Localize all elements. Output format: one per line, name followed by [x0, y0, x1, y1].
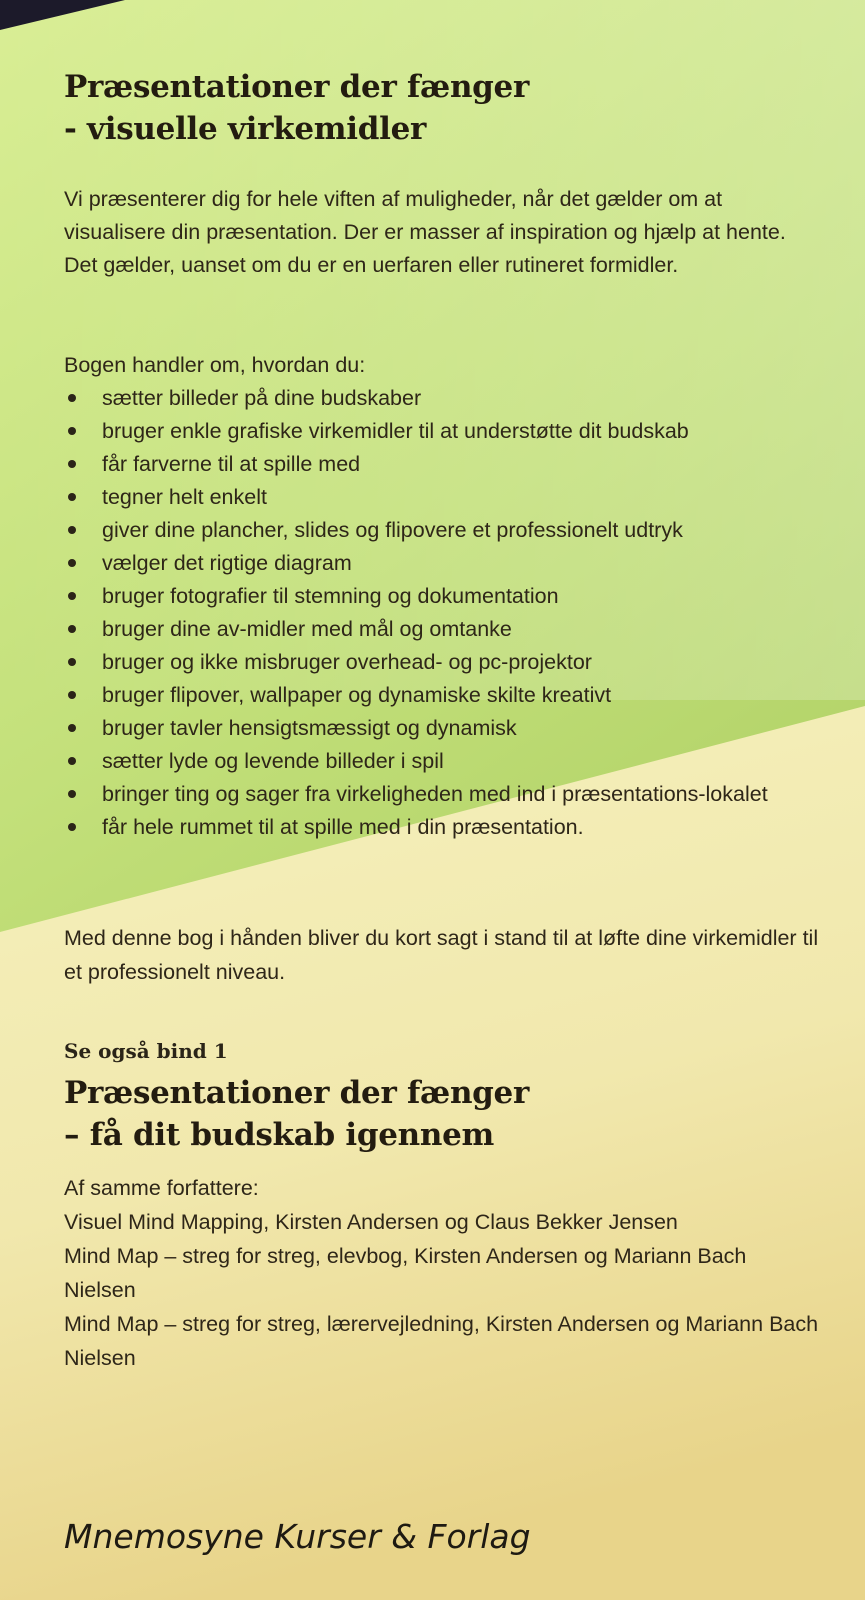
book-title	[64, 66, 529, 150]
bullet-icon	[68, 823, 76, 831]
bullet-icon	[68, 460, 76, 468]
list-item-text: giver dine plancher, slides og flipovere et professionelt udtryk	[102, 518, 683, 542]
volume1-title-line1: Præsentationer der fænger	[64, 1075, 530, 1111]
list-item-text: bruger fotografier til stemning og dokumentation	[102, 584, 559, 608]
bullet-icon	[68, 493, 76, 501]
bullet-icon	[68, 658, 76, 666]
publisher-name: Mnemosyne Kurser & Forlag	[64, 1517, 531, 1556]
list-item	[64, 712, 824, 745]
authors-book-list	[64, 1205, 824, 1375]
intro-paragraph: Vi præsenterer dig for hele viften af muligheder, når det gælder om at visualisere din præsentation. Der er masser af inspiration og hjælp at hente. Det gælder, uanset om du er en uerfaren eller rutineret formidler.	[64, 187, 786, 277]
closing-paragraph: Med denne bog i hånden bliver du kort sagt i stand til at løfte dine virkemidler til et professionelt niveau.	[64, 926, 819, 984]
book-title-line2: - visuelle virkemidler	[64, 111, 427, 147]
list-item-text: tegner helt enkelt	[102, 485, 267, 509]
see-also-label: Se også bind 1	[64, 1039, 228, 1063]
list-item	[64, 448, 824, 481]
bullet-icon	[68, 691, 76, 699]
list-item	[64, 646, 824, 679]
authors-heading: Af samme forfattere:	[64, 1176, 259, 1200]
book-entry: Mind Map – streg for streg, elevbog, Kirsten Andersen og Mariann Bach Nielsen	[64, 1244, 747, 1302]
list-item-text: bruger flipover, wallpaper og dynamiske skilte kreativt	[102, 683, 612, 707]
bullet-icon	[68, 526, 76, 534]
volume1-title	[64, 1072, 529, 1156]
list-item	[64, 613, 824, 646]
bullet-icon	[68, 394, 76, 402]
book-entry: Mind Map – streg for streg, lærervejledning, Kirsten Andersen og Mariann Bach Nielsen	[64, 1312, 819, 1370]
list-item	[64, 382, 824, 415]
list-item-text: bruger dine av-midler med mål og omtanke	[102, 617, 512, 641]
bullet-icon	[68, 757, 76, 765]
list-item-text: sætter lyde og levende billeder i spil	[102, 749, 444, 773]
list-item	[64, 778, 824, 811]
book-entry: Visuel Mind Mapping, Kirsten Andersen og Claus Bekker Jensen	[64, 1210, 678, 1234]
list-item-text: bruger tavler hensigtsmæssigt og dynamisk	[102, 716, 517, 740]
bullet-icon	[68, 790, 76, 798]
bullet-icon	[68, 427, 76, 435]
topic-list	[64, 382, 824, 844]
list-item	[64, 547, 824, 580]
bullet-icon	[68, 724, 76, 732]
list-item-text: får farverne til at spille med	[102, 452, 361, 476]
list-item-text: bruger enkle grafiske virkemidler til at understøtte dit budskab	[102, 419, 689, 443]
list-item	[64, 679, 824, 712]
list-item	[64, 481, 824, 514]
list-item	[64, 745, 824, 778]
bullet-icon	[68, 625, 76, 633]
list-item	[64, 580, 824, 613]
list-item	[64, 415, 824, 448]
bullet-icon	[68, 559, 76, 567]
volume1-title-line2: – få dit budskab igennem	[64, 1117, 495, 1153]
list-item-text: bringer ting og sager fra virkeligheden med ind i præsentations-lokalet	[102, 782, 768, 806]
list-item-text: bruger og ikke misbruger overhead- og pc-projektor	[102, 650, 592, 674]
list-item	[64, 811, 824, 844]
book-title-line1: Præsentationer der fænger	[64, 69, 530, 105]
list-item-text: får hele rummet til at spille med i din præsentation.	[102, 815, 584, 839]
list-item-text: vælger det rigtige diagram	[102, 551, 352, 575]
bullet-icon	[68, 592, 76, 600]
list-lead: Bogen handler om, hvordan du:	[64, 353, 366, 377]
list-item	[64, 514, 824, 547]
list-item-text: sætter billeder på dine budskaber	[102, 386, 422, 410]
